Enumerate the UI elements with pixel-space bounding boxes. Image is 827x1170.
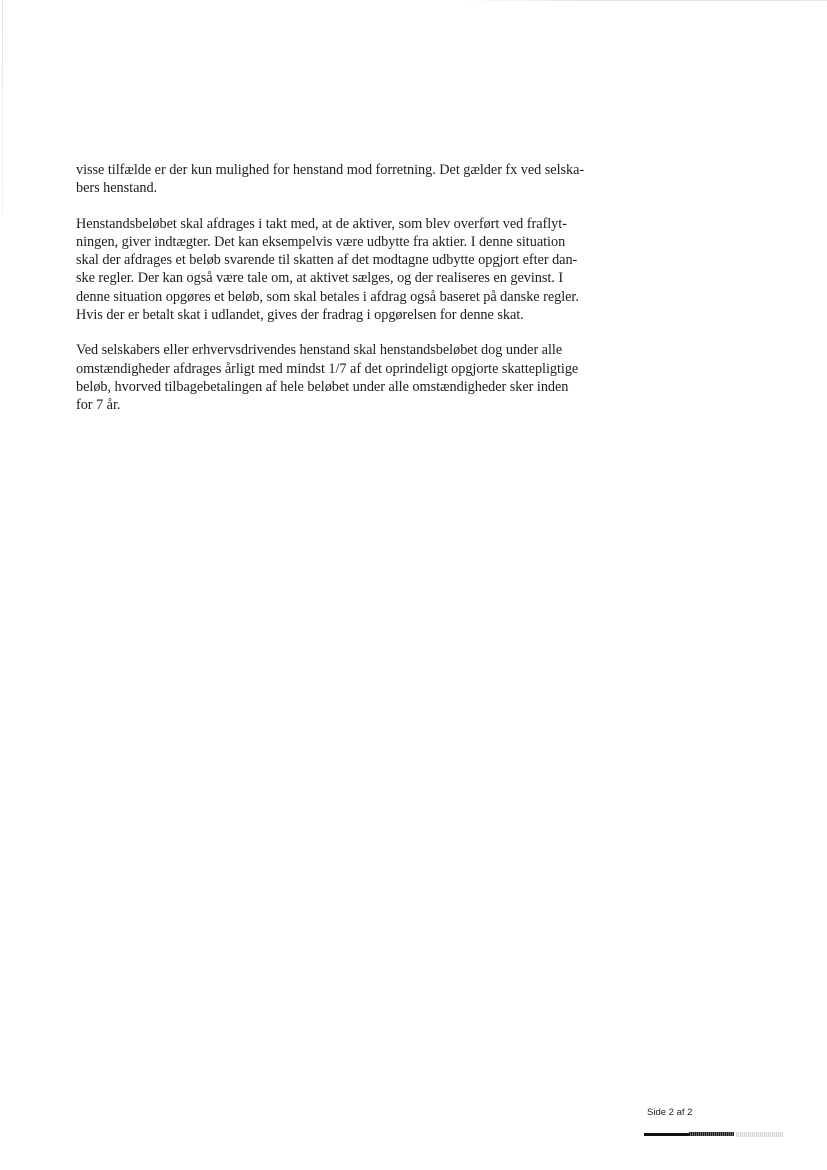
paragraph-1 (76, 161, 611, 198)
text-line: Ved selskabers eller erhvervsdrivendes henstand skal henstandsbeløbet dog under alle (76, 342, 563, 359)
scan-top-edge (455, 0, 827, 1)
text-line: visse tilfælde er der kun mulighed for henstand mod forretning. Det gælder fx ved selska- (76, 162, 585, 178)
footer-rule-dotted (689, 1132, 734, 1136)
text-line: omstændigheder afdrages årligt med mindst 1/7 af det oprindeligt opgjorte skattepligtige (76, 360, 579, 377)
scan-left-edge (2, 0, 3, 215)
text-line: beløb, hvorved tilbagebetalingen af hele beløbet under alle omstændigheder sker inden (76, 378, 569, 395)
body-text (76, 161, 611, 432)
text-line: skal der afdrages et beløb svarende til skatten af det modtagne udbytte opgjort efter dan- (76, 252, 578, 269)
footer-barcode-rule (644, 1132, 783, 1136)
text-line: bers henstand. (76, 180, 158, 197)
text-line: Henstandsbeløbet skal afdrages i takt med, at de aktiver, som blev overført ved fraflyt- (76, 215, 567, 232)
text-line: Hvis der er betalt skat i udlandet, gives der fradrag i opgørelsen for denne skat. (76, 307, 524, 324)
text-line: for 7 år. (76, 397, 121, 414)
text-line: ningen, giver indtægter. Det kan eksempelvis være udbytte fra aktier. I denne situation (76, 233, 566, 250)
text-line: denne situation opgøres et beløb, som skal betales i afdrag også baseret på danske regler. (76, 288, 579, 305)
paragraph-3 (76, 341, 611, 414)
page-number-label: Side 2 af 2 (647, 1107, 693, 1118)
footer-rule-faint (736, 1132, 783, 1137)
paragraph-2 (76, 215, 611, 325)
text-line: ske regler. Der kan også være tale om, at aktivet sælges, og der realiseres en gevinst. I (76, 270, 564, 287)
